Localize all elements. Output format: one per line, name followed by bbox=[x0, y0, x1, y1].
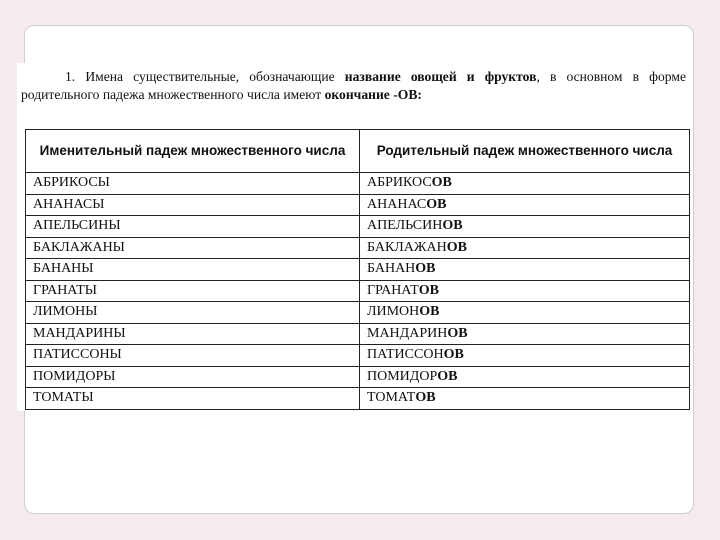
genitive-stem: ГРАНАТ bbox=[367, 282, 419, 298]
genitive-stem: БАКЛАЖАН bbox=[367, 239, 447, 255]
document-image bbox=[17, 63, 690, 411]
genitive-cell bbox=[360, 259, 690, 281]
genitive-cell bbox=[360, 280, 690, 302]
intro-text-middle: , в основном в форме родительного падежа множественного числа имеют bbox=[21, 69, 686, 102]
genitive-cell bbox=[360, 194, 690, 216]
genitive-cell bbox=[360, 216, 690, 238]
intro-paragraph bbox=[17, 63, 690, 104]
genitive-cell bbox=[360, 173, 690, 195]
header-nominative: Именительный падеж множественного числа bbox=[26, 130, 360, 173]
genitive-stem: МАНДАРИН bbox=[367, 325, 448, 341]
genitive-cell bbox=[360, 302, 690, 324]
table-row bbox=[26, 280, 690, 302]
nominative-cell: АНАНАСЫ bbox=[26, 194, 360, 216]
table-row bbox=[26, 194, 690, 216]
table-row bbox=[26, 302, 690, 324]
genitive-ending: ОВ bbox=[415, 261, 436, 277]
table-row bbox=[26, 366, 690, 388]
genitive-ending: ОВ bbox=[426, 196, 447, 212]
nominative-cell: ГРАНАТЫ bbox=[26, 280, 360, 302]
genitive-cell bbox=[360, 237, 690, 259]
genitive-ending: ОВ bbox=[443, 347, 464, 363]
table-row bbox=[26, 259, 690, 281]
genitive-stem: ПОМИДОР bbox=[367, 368, 438, 384]
intro-bold-ending: окончание -ОВ: bbox=[324, 87, 422, 102]
genitive-ending: ОВ bbox=[418, 282, 439, 298]
genitive-ending: ОВ bbox=[437, 368, 458, 384]
genitive-cell bbox=[360, 366, 690, 388]
table-header-row bbox=[26, 130, 690, 173]
nouns-table bbox=[25, 129, 690, 410]
genitive-ending: ОВ bbox=[415, 390, 436, 406]
genitive-ending: ОВ bbox=[446, 239, 467, 255]
table-row bbox=[26, 216, 690, 238]
genitive-stem: АПЕЛЬСИН bbox=[367, 218, 443, 234]
genitive-cell bbox=[360, 323, 690, 345]
table-row bbox=[26, 237, 690, 259]
nominative-cell: ТОМАТЫ bbox=[26, 388, 360, 410]
genitive-stem: ЛИМОН bbox=[367, 304, 420, 320]
nominative-cell: ПОМИДОРЫ bbox=[26, 366, 360, 388]
nominative-cell: ЛИМОНЫ bbox=[26, 302, 360, 324]
genitive-stem: БАНАН bbox=[367, 261, 416, 277]
nominative-cell: ПАТИССОНЫ bbox=[26, 345, 360, 367]
genitive-stem: АБРИКОС bbox=[367, 175, 432, 191]
nominative-cell: БАКЛАЖАНЫ bbox=[26, 237, 360, 259]
table-row bbox=[26, 388, 690, 410]
intro-text-before: Имена существительные, обозначающие bbox=[85, 69, 335, 84]
genitive-cell bbox=[360, 388, 690, 410]
nominative-cell: МАНДАРИНЫ bbox=[26, 323, 360, 345]
genitive-ending: ОВ bbox=[442, 218, 463, 234]
intro-number: 1. bbox=[65, 69, 76, 84]
nominative-cell: АПЕЛЬСИНЫ bbox=[26, 216, 360, 238]
genitive-stem: ТОМАТ bbox=[367, 390, 416, 406]
header-genitive: Родительный падеж множественного числа bbox=[360, 130, 690, 173]
table-row bbox=[26, 323, 690, 345]
genitive-ending: ОВ bbox=[419, 304, 440, 320]
genitive-stem: АНАНАС bbox=[367, 196, 427, 212]
genitive-ending: ОВ bbox=[431, 175, 452, 191]
table-row bbox=[26, 173, 690, 195]
genitive-stem: ПАТИССОН bbox=[367, 347, 444, 363]
genitive-cell bbox=[360, 345, 690, 367]
nominative-cell: АБРИКОСЫ bbox=[26, 173, 360, 195]
table-row bbox=[26, 345, 690, 367]
genitive-ending: ОВ bbox=[447, 325, 468, 341]
intro-bold-topic: название овощей и фруктов bbox=[344, 69, 537, 84]
nominative-cell: БАНАНЫ bbox=[26, 259, 360, 281]
